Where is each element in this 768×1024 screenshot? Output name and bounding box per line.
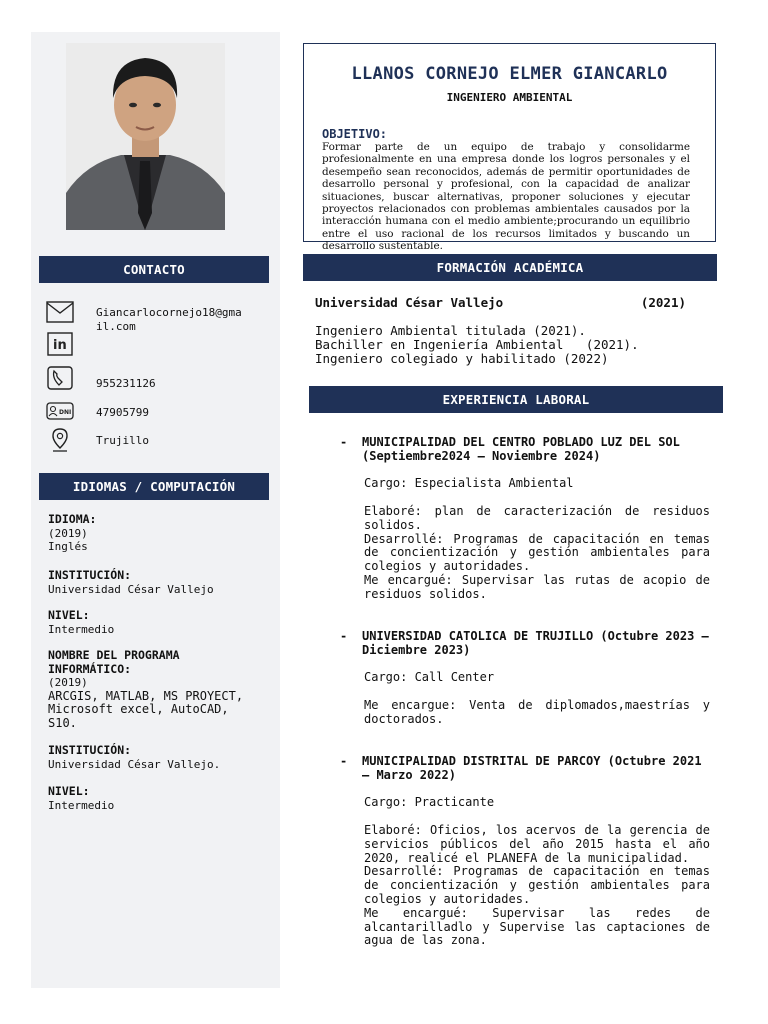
level-block: [48, 609, 263, 636]
level-label: NIVEL:: [48, 608, 90, 622]
list-bullet: -: [340, 629, 348, 643]
level2-block: [48, 785, 263, 812]
education-year: (2021): [640, 295, 686, 310]
objective-label: OBJETIVO:: [322, 127, 388, 141]
institution2-value: Universidad César Vallejo.: [48, 757, 221, 771]
language-block: [48, 513, 263, 554]
dni-icon: [46, 399, 74, 423]
experience-heading: EXPERIENCIA LABORAL: [309, 386, 723, 413]
job-title: MUNICIPALIDAD DEL CENTRO POBLADO LUZ DEL SOL (Septiembre2024 – Noviembre 2024): [362, 435, 680, 463]
level2-label: NIVEL:: [48, 784, 90, 798]
job-role: Cargo: Especialista Ambiental: [364, 476, 574, 491]
job-item: [340, 755, 710, 948]
software-block: [48, 649, 253, 730]
header-box: [303, 43, 716, 253]
job-duty: Me encargué: Supervisar las redes de alcantarilladlo y Supervise las captaciones de agua de las zona.: [364, 905, 710, 948]
svg-text:DNI: DNI: [59, 409, 72, 416]
contact-heading: CONTACTO: [39, 256, 269, 283]
education-line: Ingeniero Ambiental titulada (2021).: [315, 323, 586, 338]
job-duty: Desarrollé: Programas de capacitación en temas de concientización y gestión ambientales para colegios y autoridades.: [364, 864, 710, 906]
skills-heading: IDIOMAS / COMPUTACIÓN: [39, 473, 269, 500]
institution-value: Universidad César Vallejo: [48, 582, 214, 596]
profession-title: INGENIERO AMBIENTAL: [446, 91, 573, 104]
job-title: MUNICIPALIDAD DISTRITAL DE PARCOY (Octubre 2021 – Marzo 2022): [362, 754, 702, 782]
phone-icon: [46, 366, 74, 390]
contact-city: Trujillo: [96, 434, 149, 447]
education-line: Bachiller en Ingeniería Ambiental (2021).: [315, 337, 639, 352]
education-heading: FORMACIÓN ACADÉMICA: [303, 254, 717, 281]
contact-email[interactable]: Giancarlocornejo18@gmail.com: [96, 306, 242, 333]
institution2-block: [48, 744, 263, 771]
full-name: LLANOS CORNEJO ELMER GIANCARLO: [351, 64, 668, 84]
list-bullet: -: [340, 754, 348, 768]
level-value: Intermedio: [48, 622, 115, 636]
job-role: Cargo: Call Center: [364, 670, 495, 685]
job-item: [340, 630, 710, 727]
objective-text: Formar parte de un equipo de trabajo y consolidarme profesionalmente en una empresa donde los logros personales y el desempeño sean reconocidos, además de permitir oportunidades de desarrollo personal y profesional, con la capacidad de analizar situaciones, buscar alternativas, proponer soluciones y ejecutar proyectos relacionados con problemas ambientales causados por la interacción humana con el medio ambiente;procurando un equilibrio entre el uso racional de los recursos limitados y buscando un desarrollo sustentable.: [322, 141, 690, 253]
contact-dni: 47905799: [96, 406, 149, 419]
job-duty: Me encargué: Supervisar las rutas de acopio de residuos solidos.: [364, 572, 710, 601]
institution2-label: INSTITUCIÓN:: [48, 743, 132, 757]
job-role: Cargo: Practicante: [364, 795, 495, 810]
language-value: Inglés: [48, 540, 88, 553]
job-duty: Elaboré: plan de caracterización de residuos solidos.: [364, 503, 710, 532]
svg-text:in: in: [53, 338, 67, 353]
software-value: ARCGIS, MATLAB, MS PROYECT, Microsoft excel, AutoCAD, S10.: [48, 688, 244, 730]
profile-photo: [66, 43, 225, 230]
software-label: NOMBRE DEL PROGRAMA INFORMÁTICO:: [48, 648, 180, 676]
job-title: UNIVERSIDAD CATOLICA DE TRUJILLO (Octubre 2023 – Diciembre 2023): [362, 629, 709, 657]
education-institution-row: [315, 295, 686, 310]
institution-label: INSTITUCIÓN:: [48, 568, 132, 582]
job-item: [340, 436, 710, 602]
level2-value: Intermedio: [48, 798, 115, 812]
list-bullet: -: [340, 435, 348, 449]
job-duty: Desarrollé: Programas de capacitación en temas de concientización y gestión ambientales para colegios y autoridades.: [364, 531, 710, 574]
linkedin-icon[interactable]: [46, 332, 74, 356]
language-label: IDIOMA:: [48, 512, 97, 526]
institution-block: [48, 569, 263, 596]
software-year: (2019): [48, 676, 88, 689]
envelope-icon: [46, 300, 74, 324]
education-institution: Universidad César Vallejo: [315, 295, 504, 310]
language-year: (2019): [48, 526, 88, 540]
contact-phone: 955231126: [96, 377, 156, 390]
job-duty: Elaboré: Oficios, los acervos de la gerencia de servicios públicos del año 2015 hasta el año 2020, realicé el PLANEFA de la municipalidad.: [364, 822, 710, 865]
job-duty: Me encargue: Venta de diplomados,maestrías y doctorados.: [364, 697, 710, 726]
location-pin-icon: [46, 428, 74, 452]
education-line: Ingeniero colegiado y habilitado (2022): [315, 351, 609, 366]
education-details: [315, 324, 639, 366]
